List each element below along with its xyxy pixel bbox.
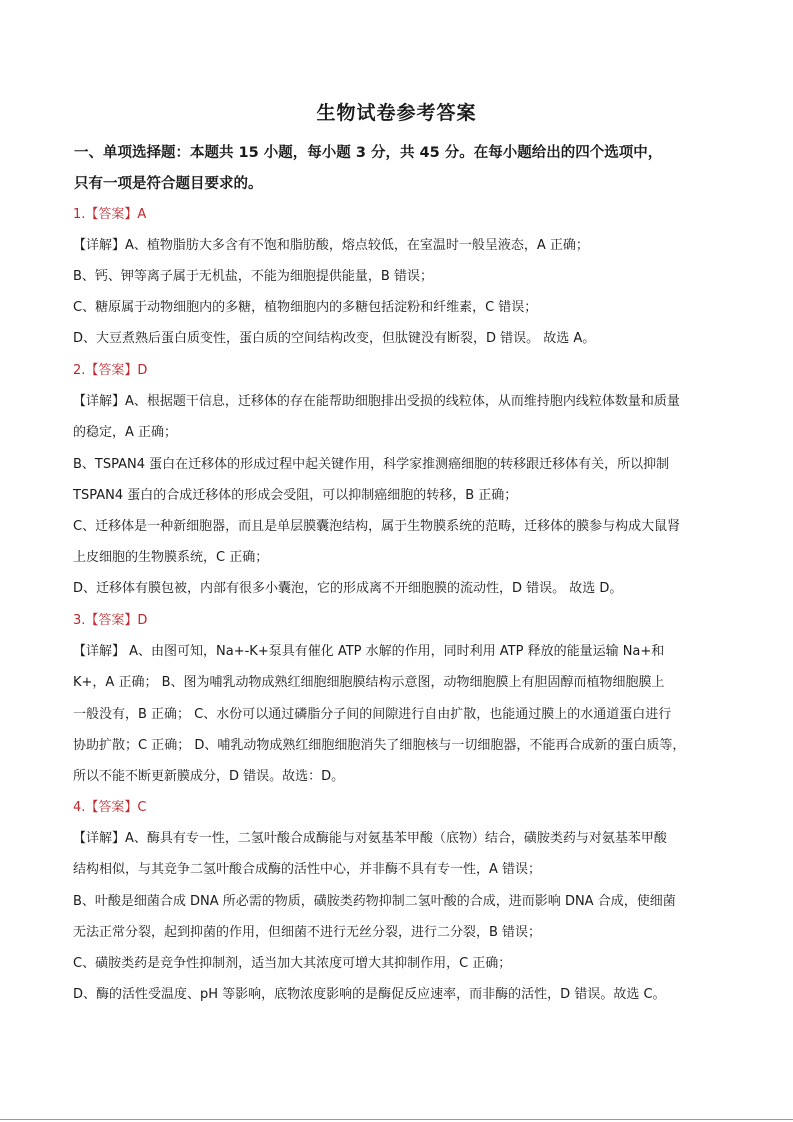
detail-line: 无法正常分裂，起到抑菌的作用，但细菌不进行无丝分裂，进行二分裂，B 错误； (73, 925, 542, 940)
detail-line: 【详解】 A、由图可知，Na+-K+泵具有催化 ATP 水解的作用，同时利用 ATP 释放的能量运输 Na+和 (73, 644, 665, 659)
detail-line: K+，A 正确； B、图为哺乳动物成熟红细胞细胞膜结构示意图，动物细胞膜上有胆固醇而植物细胞膜上 (73, 675, 665, 690)
answer-label: 4.【答案】C (73, 800, 147, 815)
detail-line: 上皮细胞的生物膜系统，C 正确； (73, 550, 269, 565)
detail-line: 【详解】A、酶具有专一性，二氢叶酸合成酶能与对氨基苯甲酸（底物）结合，磺胺类药与对氨基苯甲酸 (73, 831, 667, 846)
answer-label: 2.【答案】D (73, 363, 148, 378)
detail-line: B、叶酸是细菌合成 DNA 所必需的物质，磺胺类药物抑制二氢叶酸的合成，进而影响 DNA 合成，使细菌 (73, 894, 676, 909)
detail-line: 【详解】A、植物脂肪大多含有不饱和脂肪酸，熔点较低，在室温时一般呈液态，A 正确； (73, 238, 589, 253)
footer-divider (0, 1119, 793, 1120)
detail-line: 的稳定，A 正确； (73, 425, 178, 440)
page-title: 生物试卷参考答案 (316, 102, 477, 124)
detail-line: 所以不能不断更新膜成分，D 错误。故选：D。 (73, 769, 345, 784)
detail-line: D、迁移体有膜包被，内部有很多小囊泡，它的形成离不开细胞膜的流动性，D 错误。 故选 D。 (73, 581, 623, 596)
detail-line: D、酶的活性受温度、pH 等影响，底物浓度影响的是酶促反应速率，而非酶的活性，D 错误。故选 C。 (73, 987, 666, 1002)
section-heading-line: 只有一项是符合题目要求的。 (74, 176, 263, 192)
answer-label: 1.【答案】A (73, 207, 147, 222)
detail-line: C、迁移体是一种新细胞器，而且是单层膜囊泡结构，属于生物膜系统的范畴，迁移体的膜参与构成大鼠肾 (73, 519, 681, 534)
section-heading (74, 138, 724, 200)
detail-line: D、大豆煮熟后蛋白质变性，蛋白质的空间结构改变，但肽键没有断裂，D 错误。 故选 A。 (73, 331, 596, 346)
detail-line: C、糖原属于动物细胞内的多糖，植物细胞内的多糖包括淀粉和纤维素，C 错误； (73, 300, 538, 315)
detail-line: 协助扩散；C 正确； D、哺乳动物成熟红细胞细胞消失了细胞核与一切细胞器，不能再合成新的蛋白质等， (73, 738, 686, 753)
detail-line: 一般没有，B 正确； C、水份可以通过磷脂分子间的间隙进行自由扩散，也能通过膜上的水通道蛋白进行 (73, 707, 672, 722)
detail-line: 结构相似，与其竞争二氢叶酸合成酶的活性中心，并非酶不具有专一性，A 错误； (73, 862, 542, 877)
detail-line: 【详解】A、根据题干信息，迁移体的存在能帮助细胞排出受损的线粒体，从而维持胞内线粒体数量和质量 (73, 394, 680, 409)
detail-line: TSPAN4 蛋白的合成迁移体的形成会受阻，可以抑制癌细胞的转移，B 正确； (73, 488, 518, 503)
detail-line: B、钙、钾等离子属于无机盐，不能为细胞提供能量，B 错误； (73, 269, 433, 284)
answer-label: 3.【答案】D (73, 613, 148, 628)
detail-line: C、磺胺类药是竞争性抑制剂，适当加大其浓度可增大其抑制作用，C 正确； (73, 956, 512, 971)
detail-line: B、TSPAN4 蛋白在迁移体的形成过程中起关键作用，科学家推测癌细胞的转移跟迁移体有关，所以抑制 (73, 457, 670, 472)
section-heading-line: 一、单项选择题：本题共 15 小题，每小题 3 分，共 45 分。在每小题给出的四个选项中， (74, 145, 663, 161)
